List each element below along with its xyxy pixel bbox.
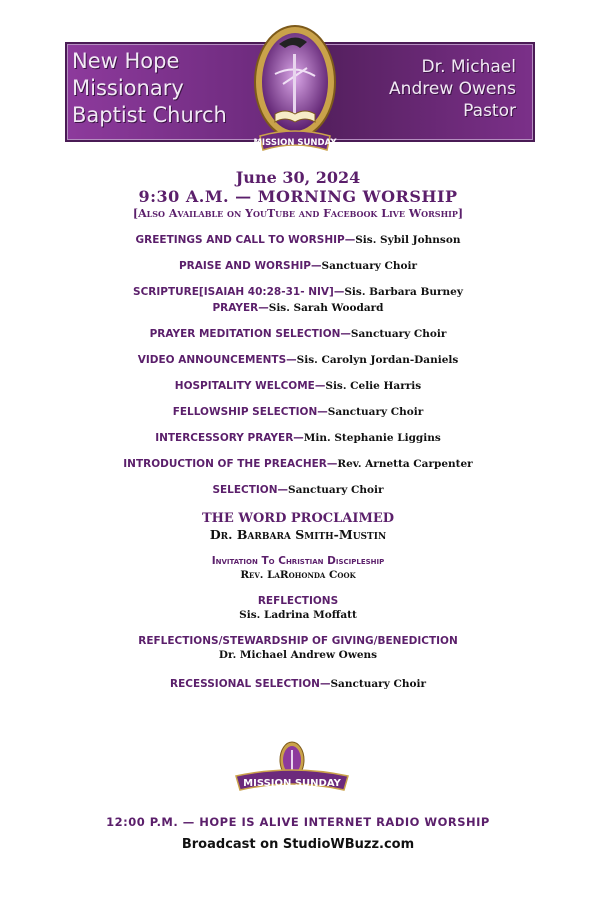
invitation-person: Rev. LaRohonda Cook [240,569,356,581]
online-note: [Also Available on YouTube and Facebook Live Worship] [132,207,464,220]
program-item-person: Min. Stephanie Liggins [303,432,441,444]
pastor-line-1: Dr. Michael [421,57,516,77]
broadcast-line: Broadcast on StudioWBuzz.com [181,837,415,852]
program-item-title: HOSPITALITY WELCOME— [174,380,326,392]
recessional-title: RECESSIONAL SELECTION— [170,678,331,690]
program-item [0,404,596,420]
service-date: June 30, 2024 [235,168,361,187]
recessional-item [0,676,596,692]
program-item-person: Sis. Sybil Johnson [355,234,461,246]
sermon-heading: THE WORD PROCLAIMED [201,511,395,526]
program-item [0,284,596,316]
program-item-title: VIDEO ANNOUNCEMENTS— [137,354,297,366]
program-item-person: Sis. Barbara Burney [344,286,463,298]
program-item-title: GREETINGS AND CALL TO WORSHIP— [135,234,356,246]
program-item-title: PRAYER— [212,302,269,314]
program-item-person: Sis. Carolyn Jordan-Daniels [296,354,459,366]
pastor-line-3: Pastor [463,101,516,121]
program-item-person: Rev. Arnetta Carpenter [337,458,473,470]
program-item-person: Sanctuary Choir [350,328,447,340]
badge-ribbon-text: MISSION SUNDAY [243,778,341,789]
mission-sunday-badge-icon [232,738,352,794]
benediction-person: Dr. Michael Andrew Owens [218,649,378,661]
program-item-person: Sis. Celie Harris [325,380,422,392]
program-item-title: SELECTION— [212,484,289,496]
program-item [0,352,596,368]
program-item-title: PRAYER MEDITATION SELECTION— [149,328,351,340]
program-item-title: INTRODUCTION OF THE PREACHER— [123,458,338,470]
invitation-title: Invitation To Christian Discipleship [211,555,385,567]
program-item-title: INTERCESSORY PRAYER— [155,432,304,444]
emblem-ribbon-text: MISSION SUNDAY [253,138,337,148]
program-item [0,232,596,248]
church-name-line-1: New Hope [72,49,180,73]
program-item [0,456,596,472]
reflections-title: REFLECTIONS [257,595,339,607]
mission-sunday-emblem-icon [245,14,345,164]
program-item [0,378,596,394]
program-item-person: Sis. Sarah Woodard [268,302,384,314]
program-body [0,168,596,692]
radio-worship-line: 12:00 P.M. — HOPE IS ALIVE INTERNET RADIO WORSHIP [106,815,490,829]
program-item [0,482,596,498]
program-item [0,326,596,342]
program-item-person: Sanctuary Choir [321,260,418,272]
pastor-name [336,56,516,122]
service-title: 9:30 A.M. — MORNING WORSHIP [138,187,458,206]
benediction-title: REFLECTIONS/STEWARDSHIP OF GIVING/BENEDICTION [138,635,458,647]
reflections-person: Sis. Ladrina Moffatt [239,609,357,621]
program-item-title: PRAISE AND WORSHIP— [178,260,322,272]
program-item-person: Sanctuary Choir [288,484,384,496]
recessional-person: Sanctuary Choir [330,678,426,690]
church-name-line-3: Baptist Church [72,103,227,127]
program-item-person: Sanctuary Choir [327,406,424,418]
church-name [72,48,272,129]
pastor-line-2: Andrew Owens [389,79,516,99]
program-item [0,258,596,274]
program-item [0,430,596,446]
sermon-preacher: Dr. Barbara Smith-Mustin [209,527,387,542]
church-name-line-2: Missionary [72,76,184,100]
program-item-title: SCRIPTURE[ISAIAH 40:28-31- NIV]— [133,286,345,298]
program-item-title: FELLOWSHIP SELECTION— [172,406,328,418]
